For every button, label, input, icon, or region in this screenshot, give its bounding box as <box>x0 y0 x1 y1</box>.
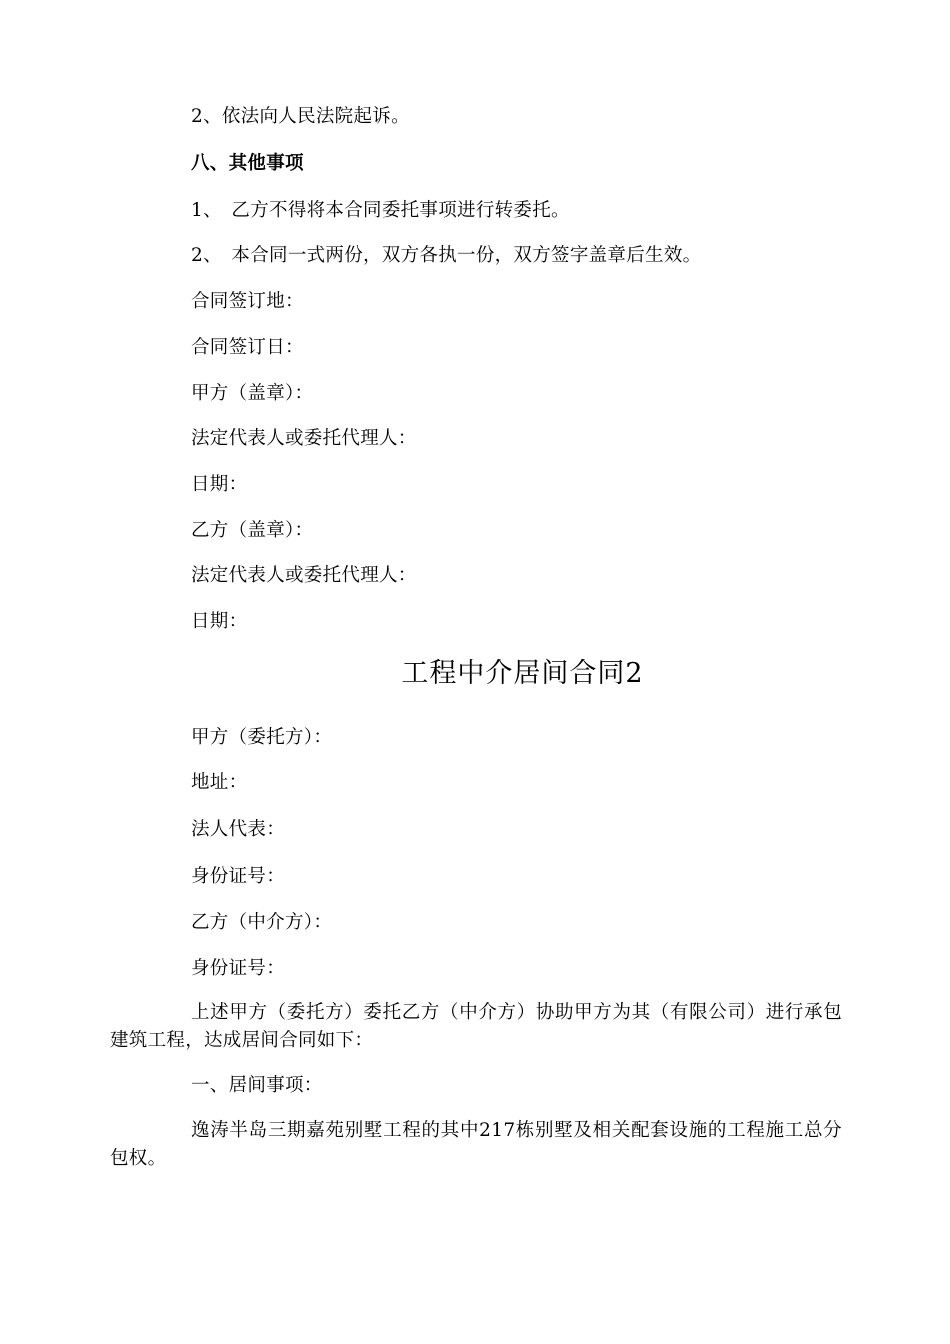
party-b-seal-label: 乙方（盖章）： <box>191 520 314 541</box>
party-a-rep-label: 法定代表人或委托代理人： <box>191 428 417 449</box>
signing-date-label: 合同签订日： <box>191 337 304 358</box>
dispute-item-2: 2、依法向人民法院起诉。 <box>191 106 410 127</box>
section-8-item-2: 2、 本合同一式两份，双方各执一份，双方签字盖章后生效。 <box>191 245 702 266</box>
party-a-seal-label: 甲方（盖章）： <box>191 383 314 404</box>
section-8-item-1: 1、 乙方不得将本合同委托事项进行转委托。 <box>191 200 570 221</box>
intro-paragraph: 上述甲方（委托方）委托乙方（中介方）协助甲方为其（有限公司）进行承包建筑工程，达成居间合同如下： <box>110 1002 842 1051</box>
contract-2-title: 工程中介居间合同2 <box>401 658 644 689</box>
party-a-date-label: 日期： <box>191 474 248 495</box>
party-a-label: 甲方（委托方）： <box>191 727 333 748</box>
section-8-heading: 八、其他事项 <box>191 153 304 174</box>
id-number-a-label: 身份证号： <box>191 866 286 887</box>
party-b-rep-label: 法定代表人或委托代理人： <box>191 565 417 586</box>
party-b-date-label: 日期： <box>191 611 248 632</box>
section-1-heading: 一、居间事项： <box>191 1075 323 1096</box>
legal-rep-label: 法人代表： <box>191 819 286 840</box>
section-1-paragraph: 逸涛半岛三期嘉苑别墅工程的其中217栋别墅及相关配套设施的工程施工总分包权。 <box>110 1120 842 1169</box>
id-number-b-label: 身份证号： <box>191 958 286 979</box>
signing-place-label: 合同签订地： <box>191 291 304 312</box>
party-b-label: 乙方（中介方）： <box>191 912 333 933</box>
address-label: 地址： <box>191 772 248 793</box>
